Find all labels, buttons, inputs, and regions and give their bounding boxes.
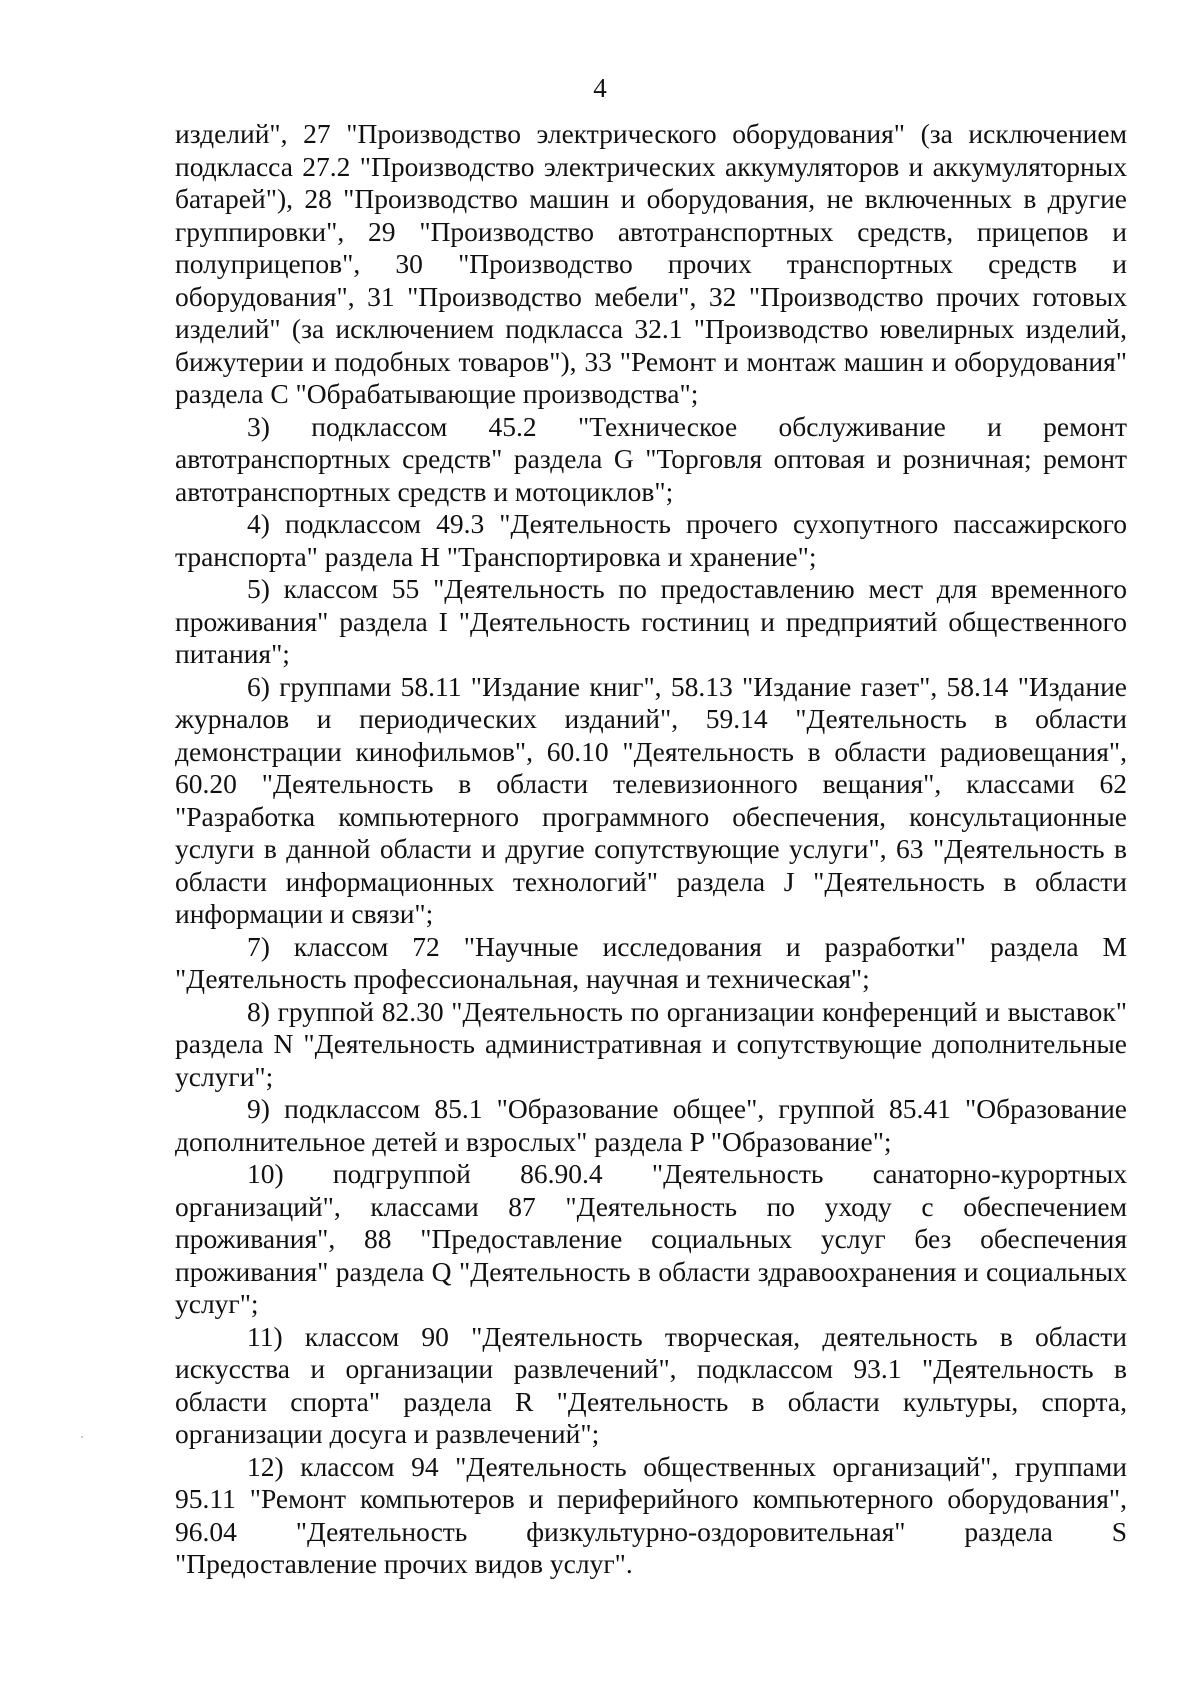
intro-paragraph: изделий", 27 "Производство электрического оборудования" (за исключением подкласса 27.2 "Производство электрических аккумуляторов и аккумуляторных батарей"), 28 "Производство машин и оборудования, не включенных в другие группировки", 29 "Производство автотранспортных средств, прицепов и полуприцепов", 30 "Производство прочих транспортных средств и оборудования", 31 "Производство мебели", 32 "Производство прочих готовых изделий" (за исключением подкласса 32.1 "Производство ювелирных изделий, бижутерии и подобных товаров"), 33 "Ремонт и монтаж машин и оборудования" раздела C "Обрабатывающие производства";: [175, 118, 1127, 409]
list-item-9: 9) подклассом 85.1 "Образование общее", группой 85.41 "Образование дополнительное детей и взрослых" раздела P "Образование";: [175, 1093, 1127, 1157]
list-item-7: 7) классом 72 "Научные исследования и разработки" раздела M "Деятельность профессиональная, научная и техническая";: [175, 930, 1127, 994]
scan-speck: [81, 1436, 83, 1438]
list-item-6: 6) группами 58.11 "Издание книг", 58.13 "Издание газет", 58.14 "Издание журналов и периодических изданий", 59.14 "Деятельность в области демонстрации кинофильмов", 60.10 "Деятельность в области радиовещания", 60.20 "Деятельность в области телевизионного вещания", классами 62 "Разработка компьютерного программного обеспечения, консультационные услуги в данной области и другие сопутствующие услуги", 63 "Деятельность в области информационных технологий" раздела J "Деятельность в области информации и связи";: [175, 670, 1127, 929]
page-number: 4: [593, 73, 607, 103]
document-body: [175, 118, 1127, 1581]
list-item-3: 3) подклассом 45.2 "Техническое обслуживание и ремонт автотранспортных средств" раздела G "Торговля оптовая и розничная; ремонт автотранспортных средств и мотоциклов";: [175, 410, 1127, 507]
list-item-8: 8) группой 82.30 "Деятельность по организации конференций и выставок" раздела N "Деятельность административная и сопутствующие дополнительные услуги";: [175, 995, 1127, 1092]
list-item-4: 4) подклассом 49.3 "Деятельность прочего сухопутного пассажирского транспорта" раздела H "Транспортировка и хранение";: [175, 508, 1127, 572]
list-item-12: 12) классом 94 "Деятельность общественных организаций", группами 95.11 "Ремонт компьютеров и периферийного компьютерного оборудования", 96.04 "Деятельность физкультурно-оздоровительная" раздела S "Предоставление прочих видов услуг".: [175, 1450, 1127, 1579]
list-item-10: 10) подгруппой 86.90.4 "Деятельность санаторно-курортных организаций", классами 87 "Деятельность по уходу с обеспечением проживания", 88 "Предоставление социальных услуг без обеспечения проживания" раздела Q "Деятельность в области здравоохранения и социальных услуг";: [175, 1158, 1127, 1319]
list-item-5: 5) классом 55 "Деятельность по предоставлению мест для временного проживания" раздела I "Деятельность гостиниц и предприятий общественного питания";: [175, 573, 1127, 669]
list-item-11: 11) классом 90 "Деятельность творческая, деятельность в области искусства и организации развлечений", подклассом 93.1 "Деятельность в области спорта" раздела R "Деятельность в области культуры, спорта, организации досуга и развлечений";: [175, 1320, 1127, 1449]
